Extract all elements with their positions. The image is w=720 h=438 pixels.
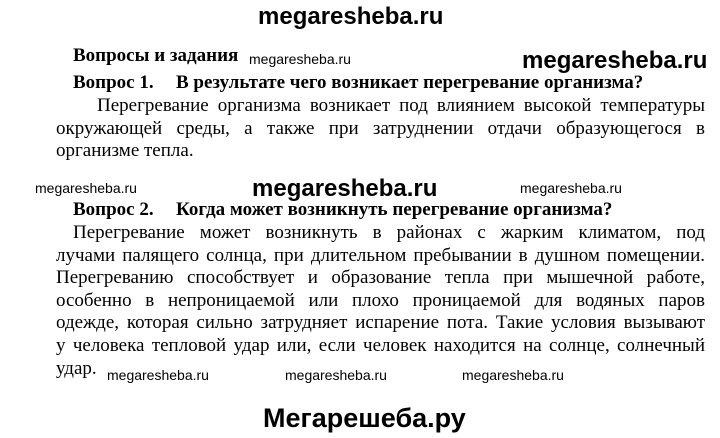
watermark-small: megaresheba.ru: [107, 367, 209, 383]
header-watermark: megaresheba.ru: [258, 3, 444, 30]
watermark-small: megaresheba.ru: [520, 180, 622, 196]
footer-watermark: Мегарешеба.ру: [263, 403, 466, 433]
answer-1-line-1: Перегревание организма возникает под влиянием высокой температуры: [97, 95, 705, 116]
question-2-text: Когда может возникнуть перегревание организма?: [176, 199, 613, 220]
watermark-small: megaresheba.ru: [249, 51, 351, 67]
answer-2-line-6: у человека тепловой удар или, если человек находится на солнце, солнечный: [56, 334, 705, 356]
answer-2-line-5: одежде, которая сильно затрудняет испарение пота. Такие условия вызывают: [56, 312, 705, 334]
answer-2-line-2: лучами палящего солнца, при длительном пребывании в душном помещении.: [56, 244, 705, 266]
watermark-big: megaresheba.ru: [252, 175, 438, 202]
question-1-text: В результате чего возникает перегревание организма?: [176, 72, 644, 93]
answer-1-line-3: организме тепла.: [56, 140, 194, 162]
watermark-small: megaresheba.ru: [35, 180, 137, 196]
watermark-big: megaresheba.ru: [522, 47, 708, 74]
answer-2-line-3: Перегреванию способствует и образование тепла при мышечной работе,: [56, 267, 705, 289]
section-title: Вопросы и задания: [73, 45, 239, 66]
answer-1-lines: [56, 95, 705, 163]
answer-1-line-2: окружающей среды, а также при затруднении отдачи образующегося в: [56, 117, 705, 139]
answer-2-line-1: Перегревание может возникнуть в районах с жарким климатом, под: [73, 222, 705, 243]
watermark-small: megaresheba.ru: [462, 367, 564, 383]
question-1-label: Вопрос 1.: [73, 72, 154, 93]
watermark-small: megaresheba.ru: [285, 367, 387, 383]
question-2-label: Вопрос 2.: [73, 199, 154, 220]
question-1-heading: [73, 72, 705, 95]
answer-2-line-4: особенно в непроницаемой или плохо проницаемой для водяных паров: [56, 289, 705, 311]
answer-2-line-7: удар.: [56, 357, 97, 379]
question-2-heading: [73, 199, 705, 222]
answer-2-lines: [56, 222, 705, 383]
